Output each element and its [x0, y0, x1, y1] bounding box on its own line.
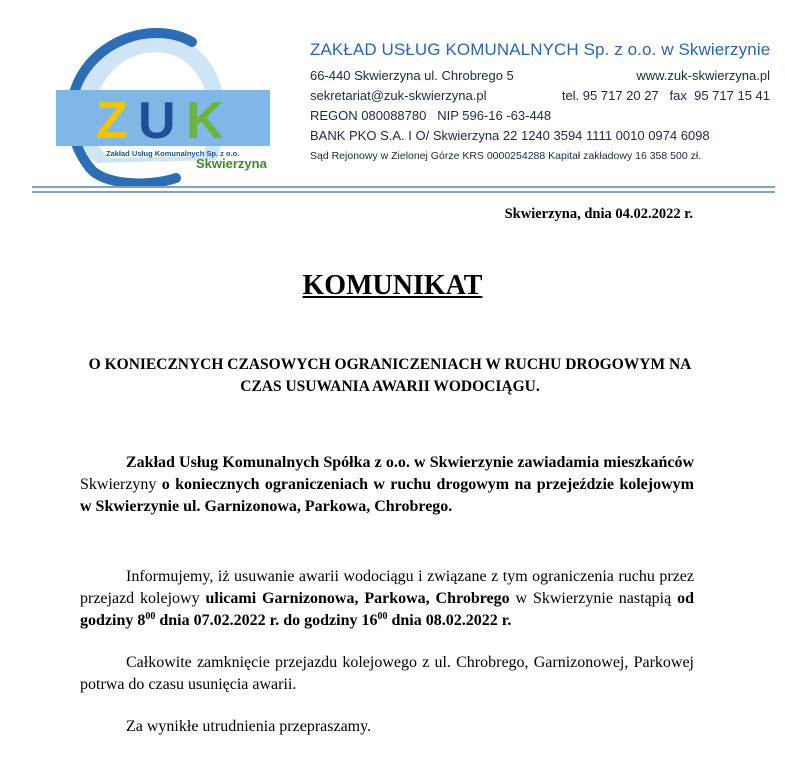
website: www.zuk-skwierzyna.pl	[636, 68, 770, 83]
svg-text:Skwierzyna: Skwierzyna	[196, 156, 267, 171]
document-title: KOMUNIKAT	[302, 270, 483, 301]
address: 66-440 Skwierzyna ul. Chrobrego 5	[310, 68, 514, 83]
regon-nip-line	[310, 106, 770, 126]
bank-account: BANK PKO S.A. I O/ Skwierzyna 22 1240 3594 1111 0010 0974 6098	[310, 128, 710, 143]
paragraph-details	[80, 566, 694, 632]
p1-text-b: Skwierzyny	[80, 476, 162, 493]
p2-text-a: Informujemy, iż usuwanie awarii wodociągu i związane z tym ograniczenia ruchu przez przejazd kolejowy	[80, 568, 694, 607]
court-line	[310, 146, 770, 166]
p1-text-a: Zakład Usług Komunalnych Spółka z o.o. w Skwierzynie zawiadamia mieszkańców	[126, 454, 694, 471]
zuk-logo	[56, 28, 286, 188]
court-registration: Sąd Rejonowy w Zielonej Górze KRS 0000254288 Kapitał zakładowy 16 358 500 zł.	[310, 150, 702, 162]
paragraph-announcement	[80, 452, 694, 518]
paragraph-apology	[80, 716, 694, 738]
letterhead-contact	[310, 40, 770, 166]
document-subtitle: O KONIECZNYCH CZASOWYCH OGRANICZENIACH W RUCHU DROGOWYM NA CZAS USUWANIA AWARII WODOCIĄGU.	[88, 356, 692, 395]
contact-line	[310, 86, 770, 106]
bank-line	[310, 126, 770, 146]
paragraph-closure	[80, 652, 694, 696]
svg-text:Z: Z	[96, 92, 128, 150]
p2-streets: ulicami Garnizonowa, Parkowa, Chrobrego	[205, 590, 510, 607]
date-line: Skwierzyna, dnia 04.02.2022 r.	[504, 206, 693, 222]
email: sekretariat@zuk-skwierzyna.pl	[310, 88, 487, 103]
regon-nip: REGON 080088780 NIP 596-16 -63-448	[310, 108, 552, 123]
company-name: ZAKŁAD USŁUG KOMUNALNYCH Sp. z o.o. w Skwierzynie	[310, 40, 771, 59]
p3-text: Całkowite zamknięcie przejazdu kolejowego z ul. Chrobrego, Garnizonowej, Parkowej potrwa do czasu usunięcia awarii.	[80, 654, 694, 693]
p2-text-c: w Skwierzynie nastąpią	[509, 590, 678, 607]
p1-text-c: o koniecznych ograniczeniach w ruchu drogowym na przejeździe kolejowym w Skwierzynie ul. Garnizonowa, Parkowa, Chrobrego.	[80, 476, 694, 515]
header-divider-bottom	[32, 191, 775, 193]
phone-fax: tel. 95 717 20 27 fax 95 717 15 41	[561, 88, 770, 103]
svg-text:U: U	[138, 92, 176, 150]
p4-text: Za wynikłe utrudnienia przepraszamy.	[126, 718, 372, 735]
address-line	[310, 66, 770, 86]
p2-time-start: od godziny $8^{00}$ dnia 07.02.2022 r. do godziny $16^{00}$ dnia 08.02.2022 r.	[80, 590, 695, 629]
header-divider-top	[32, 186, 775, 188]
svg-text:K: K	[186, 92, 224, 150]
svg-text:Zakład Usług Komunalnych Sp. z: Zakład Usług Komunalnych Sp. z o.o.	[106, 149, 240, 158]
